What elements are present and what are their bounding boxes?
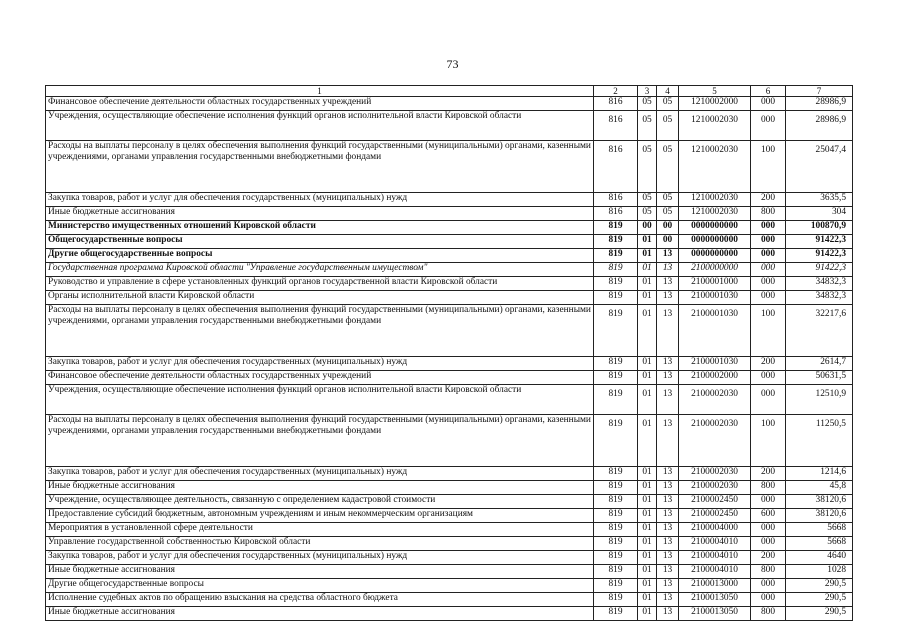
table-row bbox=[46, 97, 853, 111]
row-section: 01 bbox=[638, 509, 657, 523]
row-expense-type: 000 bbox=[751, 221, 786, 235]
row-section: 05 bbox=[638, 207, 657, 221]
row-name: Расходы на выплаты персоналу в целях обеспечения выполнения функций государственными (муниципальными) органами, казенными учреждениями, органами управления государственными внебюджетными фондами bbox=[46, 305, 594, 357]
row-amount: 32217,6 bbox=[786, 305, 853, 357]
row-expense-type: 800 bbox=[751, 481, 786, 495]
row-amount: 28986,9 bbox=[786, 97, 853, 111]
row-name: Учреждение, осуществляющее деятельность, связанную с определением кадастровой стоимости bbox=[46, 495, 594, 509]
row-target-article: 2100001030 bbox=[679, 291, 751, 305]
row-section: 01 bbox=[638, 551, 657, 565]
row-target-article: 2100004010 bbox=[679, 537, 751, 551]
row-section: 01 bbox=[638, 537, 657, 551]
row-subsection: 13 bbox=[657, 537, 679, 551]
row-subsection: 13 bbox=[657, 249, 679, 263]
row-target-article: 2100002030 bbox=[679, 415, 751, 467]
row-ministry-code: 819 bbox=[594, 551, 638, 565]
row-ministry-code: 819 bbox=[594, 565, 638, 579]
row-section: 01 bbox=[638, 593, 657, 607]
row-target-article: 2100004010 bbox=[679, 551, 751, 565]
row-ministry-code: 819 bbox=[594, 481, 638, 495]
row-name: Министерство имущественных отношений Кировской области bbox=[46, 221, 594, 235]
row-subsection: 13 bbox=[657, 467, 679, 481]
table-row bbox=[46, 235, 853, 249]
row-amount: 38120,6 bbox=[786, 509, 853, 523]
table-row bbox=[46, 607, 853, 621]
table-row bbox=[46, 523, 853, 537]
row-expense-type: 800 bbox=[751, 565, 786, 579]
row-name: Закупка товаров, работ и услуг для обеспечения государственных (муниципальных) нужд bbox=[46, 193, 594, 207]
row-section: 01 bbox=[638, 481, 657, 495]
row-section: 01 bbox=[638, 495, 657, 509]
row-subsection: 13 bbox=[657, 523, 679, 537]
row-target-article: 2100002030 bbox=[679, 385, 751, 415]
row-target-article: 2100002000 bbox=[679, 371, 751, 385]
row-target-article: 2100001000 bbox=[679, 277, 751, 291]
row-amount: 100870,9 bbox=[786, 221, 853, 235]
row-ministry-code: 819 bbox=[594, 277, 638, 291]
row-section: 01 bbox=[638, 249, 657, 263]
row-subsection: 13 bbox=[657, 481, 679, 495]
row-expense-type: 000 bbox=[751, 385, 786, 415]
row-expense-type: 200 bbox=[751, 551, 786, 565]
row-target-article: 1210002000 bbox=[679, 97, 751, 111]
row-subsection: 05 bbox=[657, 207, 679, 221]
table-row bbox=[46, 249, 853, 263]
row-target-article: 2100013050 bbox=[679, 593, 751, 607]
table-row bbox=[46, 111, 853, 141]
row-subsection: 13 bbox=[657, 551, 679, 565]
row-name: Предоставление субсидий бюджетным, автономным учреждениям и иным некоммерческим организациям bbox=[46, 509, 594, 523]
row-name: Иные бюджетные ассигнования bbox=[46, 565, 594, 579]
row-section: 01 bbox=[638, 565, 657, 579]
row-subsection: 13 bbox=[657, 593, 679, 607]
row-subsection: 13 bbox=[657, 263, 679, 277]
row-subsection: 13 bbox=[657, 509, 679, 523]
row-target-article: 2100004010 bbox=[679, 565, 751, 579]
table-row bbox=[46, 263, 853, 277]
header-col-4: 4 bbox=[657, 86, 679, 97]
row-expense-type: 100 bbox=[751, 305, 786, 357]
row-amount: 5668 bbox=[786, 537, 853, 551]
row-target-article: 0000000000 bbox=[679, 249, 751, 263]
header-col-5: 5 bbox=[679, 86, 751, 97]
row-ministry-code: 819 bbox=[594, 305, 638, 357]
row-name: Расходы на выплаты персоналу в целях обеспечения выполнения функций государственными (муниципальными) органами, казенными учреждениями, органами управления государственными внебюджетными фондами bbox=[46, 415, 594, 467]
row-subsection: 13 bbox=[657, 371, 679, 385]
row-ministry-code: 819 bbox=[594, 467, 638, 481]
row-amount: 304 bbox=[786, 207, 853, 221]
row-target-article: 2100002450 bbox=[679, 509, 751, 523]
table-row bbox=[46, 277, 853, 291]
row-name: Закупка товаров, работ и услуг для обеспечения государственных (муниципальных) нужд bbox=[46, 551, 594, 565]
row-ministry-code: 819 bbox=[594, 385, 638, 415]
budget-table bbox=[45, 85, 853, 621]
row-name: Другие общегосударственные вопросы bbox=[46, 249, 594, 263]
row-subsection: 13 bbox=[657, 291, 679, 305]
row-ministry-code: 819 bbox=[594, 593, 638, 607]
table-body bbox=[46, 97, 853, 621]
row-target-article: 2100013050 bbox=[679, 607, 751, 621]
row-amount: 4640 bbox=[786, 551, 853, 565]
row-amount: 5668 bbox=[786, 523, 853, 537]
row-target-article: 1210002030 bbox=[679, 111, 751, 141]
row-ministry-code: 816 bbox=[594, 193, 638, 207]
row-subsection: 05 bbox=[657, 193, 679, 207]
row-section: 01 bbox=[638, 607, 657, 621]
row-ministry-code: 819 bbox=[594, 235, 638, 249]
row-ministry-code: 816 bbox=[594, 141, 638, 193]
row-amount: 25047,4 bbox=[786, 141, 853, 193]
header-col-2: 2 bbox=[594, 86, 638, 97]
row-section: 01 bbox=[638, 415, 657, 467]
row-ministry-code: 819 bbox=[594, 607, 638, 621]
row-subsection: 13 bbox=[657, 565, 679, 579]
row-expense-type: 100 bbox=[751, 141, 786, 193]
table-row bbox=[46, 221, 853, 235]
row-amount: 34832,3 bbox=[786, 291, 853, 305]
row-section: 05 bbox=[638, 141, 657, 193]
row-ministry-code: 816 bbox=[594, 111, 638, 141]
row-name: Управление государственной собственностью Кировской области bbox=[46, 537, 594, 551]
row-ministry-code: 819 bbox=[594, 495, 638, 509]
row-name: Иные бюджетные ассигнования bbox=[46, 207, 594, 221]
table-row bbox=[46, 495, 853, 509]
row-amount: 91422,3 bbox=[786, 235, 853, 249]
row-ministry-code: 816 bbox=[594, 207, 638, 221]
row-amount: 3635,5 bbox=[786, 193, 853, 207]
header-col-6: 6 bbox=[751, 86, 786, 97]
row-target-article: 2100002030 bbox=[679, 467, 751, 481]
table-row bbox=[46, 385, 853, 415]
row-section: 01 bbox=[638, 385, 657, 415]
row-ministry-code: 819 bbox=[594, 249, 638, 263]
row-expense-type: 000 bbox=[751, 593, 786, 607]
row-name: Учреждения, осуществляющие обеспечение исполнения функций органов исполнительной власти Кировской области bbox=[46, 385, 594, 415]
row-expense-type: 000 bbox=[751, 277, 786, 291]
row-name: Расходы на выплаты персоналу в целях обеспечения выполнения функций государственными (муниципальными) органами, казенными учреждениями, органами управления государственными внебюджетными фондами bbox=[46, 141, 594, 193]
row-ministry-code: 819 bbox=[594, 523, 638, 537]
row-expense-type: 600 bbox=[751, 509, 786, 523]
row-expense-type: 000 bbox=[751, 495, 786, 509]
row-target-article: 0000000000 bbox=[679, 235, 751, 249]
row-name: Общегосударственные вопросы bbox=[46, 235, 594, 249]
row-expense-type: 000 bbox=[751, 111, 786, 141]
row-expense-type: 000 bbox=[751, 249, 786, 263]
row-amount: 91422,3 bbox=[786, 263, 853, 277]
table-row bbox=[46, 537, 853, 551]
row-subsection: 05 bbox=[657, 111, 679, 141]
row-target-article: 2100013000 bbox=[679, 579, 751, 593]
table-row bbox=[46, 415, 853, 467]
row-subsection: 13 bbox=[657, 495, 679, 509]
row-expense-type: 000 bbox=[751, 523, 786, 537]
row-expense-type: 100 bbox=[751, 415, 786, 467]
row-amount: 12510,9 bbox=[786, 385, 853, 415]
row-section: 01 bbox=[638, 357, 657, 371]
table-row bbox=[46, 481, 853, 495]
row-subsection: 13 bbox=[657, 277, 679, 291]
row-name: Иные бюджетные ассигнования bbox=[46, 607, 594, 621]
row-ministry-code: 819 bbox=[594, 537, 638, 551]
table-row bbox=[46, 291, 853, 305]
row-amount: 1028 bbox=[786, 565, 853, 579]
row-amount: 45,8 bbox=[786, 481, 853, 495]
table-row bbox=[46, 371, 853, 385]
table-row bbox=[46, 207, 853, 221]
row-subsection: 13 bbox=[657, 385, 679, 415]
row-target-article: 1210002030 bbox=[679, 207, 751, 221]
row-expense-type: 000 bbox=[751, 537, 786, 551]
row-name: Мероприятия в установленной сфере деятельности bbox=[46, 523, 594, 537]
row-amount: 91422,3 bbox=[786, 249, 853, 263]
row-name: Финансовое обеспечение деятельности областных государственных учреждений bbox=[46, 97, 594, 111]
row-ministry-code: 819 bbox=[594, 415, 638, 467]
row-subsection: 13 bbox=[657, 305, 679, 357]
row-subsection: 13 bbox=[657, 579, 679, 593]
row-expense-type: 200 bbox=[751, 467, 786, 481]
row-amount: 38120,6 bbox=[786, 495, 853, 509]
row-amount: 290,5 bbox=[786, 593, 853, 607]
header-col-3: 3 bbox=[638, 86, 657, 97]
row-target-article: 2100000000 bbox=[679, 263, 751, 277]
row-amount: 290,5 bbox=[786, 579, 853, 593]
row-name: Органы исполнительной власти Кировской области bbox=[46, 291, 594, 305]
row-subsection: 00 bbox=[657, 235, 679, 249]
row-target-article: 1210002030 bbox=[679, 141, 751, 193]
row-section: 01 bbox=[638, 305, 657, 357]
row-target-article: 1210002030 bbox=[679, 193, 751, 207]
row-name: Государственная программа Кировской области "Управление государственным имуществом" bbox=[46, 263, 594, 277]
table-row bbox=[46, 593, 853, 607]
table-row bbox=[46, 141, 853, 193]
row-name: Исполнение судебных актов по обращению взыскания на средства областного бюджета bbox=[46, 593, 594, 607]
row-target-article: 2100001030 bbox=[679, 357, 751, 371]
table-row bbox=[46, 467, 853, 481]
row-subsection: 13 bbox=[657, 357, 679, 371]
page-number: 73 bbox=[446, 57, 459, 71]
table-row bbox=[46, 579, 853, 593]
row-name: Другие общегосударственные вопросы bbox=[46, 579, 594, 593]
row-amount: 34832,3 bbox=[786, 277, 853, 291]
row-target-article: 0000000000 bbox=[679, 221, 751, 235]
row-expense-type: 000 bbox=[751, 97, 786, 111]
row-expense-type: 800 bbox=[751, 207, 786, 221]
header-col-7: 7 bbox=[786, 86, 853, 97]
row-name: Финансовое обеспечение деятельности областных государственных учреждений bbox=[46, 371, 594, 385]
row-name: Закупка товаров, работ и услуг для обеспечения государственных (муниципальных) нужд bbox=[46, 467, 594, 481]
table-row bbox=[46, 357, 853, 371]
row-subsection: 13 bbox=[657, 607, 679, 621]
row-ministry-code: 816 bbox=[594, 97, 638, 111]
row-ministry-code: 819 bbox=[594, 291, 638, 305]
row-expense-type: 000 bbox=[751, 263, 786, 277]
row-section: 01 bbox=[638, 579, 657, 593]
row-name: Иные бюджетные ассигнования bbox=[46, 481, 594, 495]
row-name: Руководство и управление в сфере установленных функций органов государственной власти Кировской области bbox=[46, 277, 594, 291]
row-expense-type: 000 bbox=[751, 235, 786, 249]
row-amount: 1214,6 bbox=[786, 467, 853, 481]
row-ministry-code: 819 bbox=[594, 357, 638, 371]
table-row bbox=[46, 565, 853, 579]
row-expense-type: 000 bbox=[751, 371, 786, 385]
table-row bbox=[46, 193, 853, 207]
row-expense-type: 000 bbox=[751, 579, 786, 593]
row-ministry-code: 819 bbox=[594, 509, 638, 523]
row-target-article: 2100002030 bbox=[679, 481, 751, 495]
table-row bbox=[46, 509, 853, 523]
table-row bbox=[46, 551, 853, 565]
row-amount: 290,5 bbox=[786, 607, 853, 621]
row-amount: 50631,5 bbox=[786, 371, 853, 385]
row-target-article: 2100002450 bbox=[679, 495, 751, 509]
row-subsection: 05 bbox=[657, 97, 679, 111]
row-expense-type: 200 bbox=[751, 357, 786, 371]
header-col-1: 1 bbox=[46, 86, 594, 97]
row-name: Учреждения, осуществляющие обеспечение исполнения функций органов исполнительной власти Кировской области bbox=[46, 111, 594, 141]
row-section: 01 bbox=[638, 523, 657, 537]
row-section: 05 bbox=[638, 193, 657, 207]
row-target-article: 2100001030 bbox=[679, 305, 751, 357]
row-ministry-code: 819 bbox=[594, 579, 638, 593]
row-amount: 28986,9 bbox=[786, 111, 853, 141]
row-section: 01 bbox=[638, 467, 657, 481]
row-section: 05 bbox=[638, 111, 657, 141]
row-section: 01 bbox=[638, 291, 657, 305]
row-expense-type: 800 bbox=[751, 607, 786, 621]
row-expense-type: 000 bbox=[751, 291, 786, 305]
row-subsection: 05 bbox=[657, 141, 679, 193]
row-section: 01 bbox=[638, 371, 657, 385]
row-section: 01 bbox=[638, 235, 657, 249]
row-amount: 2614,7 bbox=[786, 357, 853, 371]
table-header-row bbox=[46, 86, 853, 97]
row-section: 05 bbox=[638, 97, 657, 111]
row-expense-type: 200 bbox=[751, 193, 786, 207]
row-section: 01 bbox=[638, 263, 657, 277]
row-target-article: 2100004000 bbox=[679, 523, 751, 537]
row-section: 01 bbox=[638, 277, 657, 291]
row-subsection: 00 bbox=[657, 221, 679, 235]
row-ministry-code: 819 bbox=[594, 221, 638, 235]
row-ministry-code: 819 bbox=[594, 263, 638, 277]
table-row bbox=[46, 305, 853, 357]
row-ministry-code: 819 bbox=[594, 371, 638, 385]
row-name: Закупка товаров, работ и услуг для обеспечения государственных (муниципальных) нужд bbox=[46, 357, 594, 371]
row-amount: 11250,5 bbox=[786, 415, 853, 467]
row-section: 00 bbox=[638, 221, 657, 235]
row-subsection: 13 bbox=[657, 415, 679, 467]
